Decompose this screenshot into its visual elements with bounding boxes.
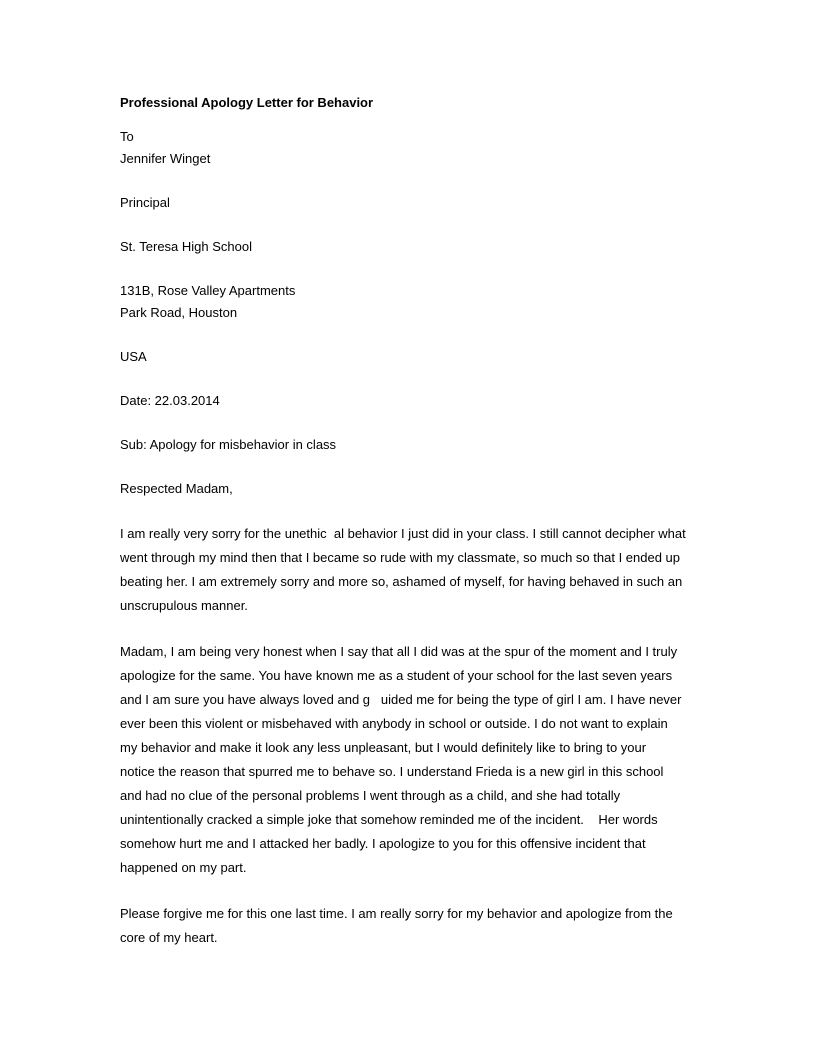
paragraph-line: went through my mind then that I became so rude with my classmate, so much so that I ended up: [120, 550, 681, 565]
paragraph-line: apologize for the same. You have known me as a student of your school for the last seven years: [120, 668, 673, 683]
recipient-title: Principal: [120, 195, 170, 210]
country: USA: [120, 349, 147, 364]
spacer: [120, 618, 696, 640]
address-line-2: Park Road, Houston: [120, 305, 238, 320]
recipient-name: Jennifer Winget: [120, 151, 211, 166]
spacer: [120, 412, 696, 434]
paragraph-line: happened on my part.: [120, 860, 247, 875]
paragraph-line: core of my heart.: [120, 930, 218, 945]
spacer: [120, 500, 696, 522]
letter-page: [120, 94, 696, 950]
paragraph-line: I am really very sorry for the unethic al behavior I just did in your class. I still cannot decipher what: [120, 526, 686, 541]
spacer: [120, 880, 696, 902]
paragraph-line: and had no clue of the personal problems I went through as a child, and she had totally: [120, 788, 621, 803]
paragraph-line: notice the reason that spurred me to behave so. I understand Frieda is a new girl in this school: [120, 764, 664, 779]
letter-date: Date: 22.03.2014: [120, 393, 220, 408]
paragraph-line: Madam, I am being very honest when I say that all I did was at the spur of the moment and I truly: [120, 644, 678, 659]
spacer: [120, 214, 696, 236]
spacer: [120, 324, 696, 346]
body-paragraph-3: [120, 902, 696, 950]
to-label: To: [120, 129, 134, 144]
school-name: St. Teresa High School: [120, 239, 252, 254]
body-paragraph-1: [120, 522, 696, 618]
paragraph-line: my behavior and make it look any less unpleasant, but I would definitely like to bring to your: [120, 740, 647, 755]
spacer: [120, 368, 696, 390]
address-line-1: 131B, Rose Valley Apartments: [120, 283, 296, 298]
spacer: [120, 258, 696, 280]
body-paragraph-2: [120, 640, 696, 880]
paragraph-line: Please forgive me for this one last time. I am really sorry for my behavior and apologize from the: [120, 906, 673, 921]
spacer: [120, 170, 696, 192]
letter-title: Professional Apology Letter for Behavior: [120, 95, 374, 110]
paragraph-line: somehow hurt me and I attacked her badly. I apologize to you for this offensive incident that: [120, 836, 646, 851]
salutation: Respected Madam,: [120, 481, 233, 496]
paragraph-line: unscrupulous manner.: [120, 598, 248, 613]
paragraph-line: ever been this violent or misbehaved with anybody in school or outside. I do not want to explain: [120, 716, 668, 731]
letter-subject: Sub: Apology for misbehavior in class: [120, 437, 337, 452]
paragraph-line: beating her. I am extremely sorry and more so, ashamed of myself, for having behaved in such an: [120, 574, 683, 589]
paragraph-line: and I am sure you have always loved and g uided me for being the type of girl I am. I have never: [120, 692, 682, 707]
paragraph-line: unintentionally cracked a simple joke that somehow reminded me of the incident. Her words: [120, 812, 658, 827]
spacer: [120, 456, 696, 478]
